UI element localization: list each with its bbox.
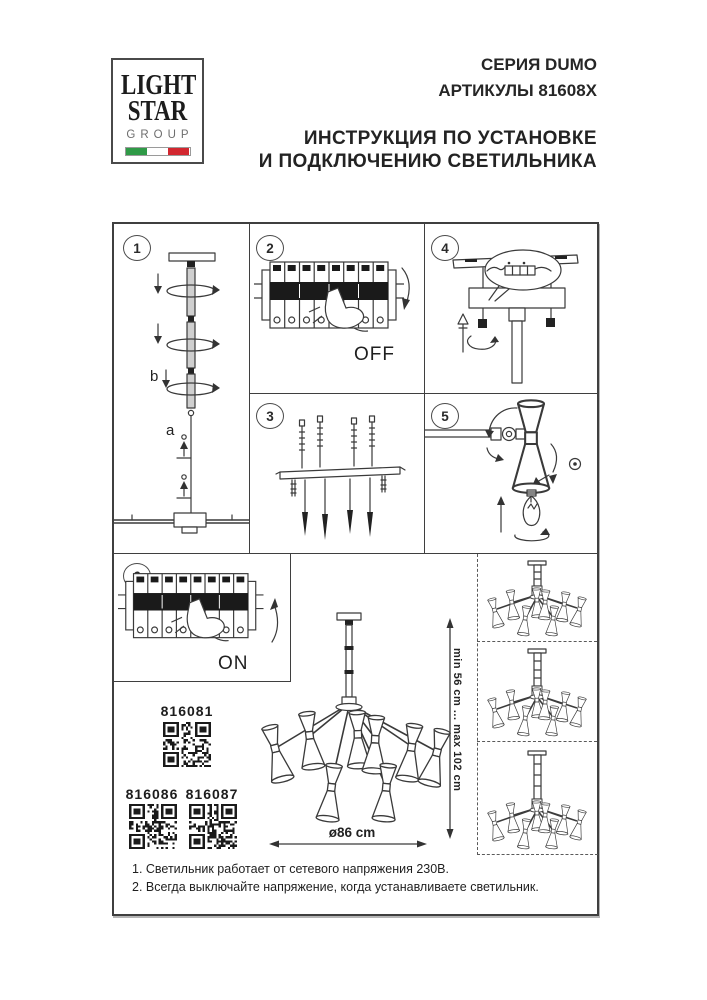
note-1: 1. Светильник работает от сетевого напряжения 230В. (132, 862, 449, 876)
step-4-badge: 4 (431, 235, 459, 261)
flag-red (168, 148, 189, 155)
lightstar-logo (111, 58, 204, 164)
variants-separator (477, 741, 597, 742)
flag-white (147, 148, 168, 155)
qr-code-816086 (129, 804, 177, 849)
height-dimension-label: min 56 cm ... max 102 cm (451, 648, 463, 792)
article-816081: 816081 (160, 703, 214, 719)
step-1-badge: 1 (123, 235, 151, 261)
step-2-breaker-off-diagram (250, 224, 424, 393)
document-header (240, 52, 597, 173)
logo-star: STAR (127, 95, 188, 127)
step-1-rod-diagram (114, 224, 249, 554)
step-2-badge: 2 (256, 235, 284, 261)
instruction-board (112, 222, 599, 916)
logo-group: GROUP (126, 128, 194, 141)
step-5-badge: 5 (431, 403, 459, 429)
variant-long-rod-drawing (480, 748, 594, 851)
title-line-1: ИНСТРУКЦИЯ ПО УСТАНОВКЕ (303, 128, 597, 149)
step-3-bracket-diagram (250, 394, 424, 553)
variants-separator (477, 641, 597, 642)
article-816087: 816087 (185, 786, 239, 802)
flag-green (126, 148, 147, 155)
safety-notes (132, 860, 539, 896)
qr-code-816087 (189, 804, 237, 849)
mark-b: b (150, 368, 159, 385)
diameter-dimension-label: ø86 cm (328, 825, 376, 840)
on-label: ON (218, 653, 249, 674)
title-line-2: И ПОДКЛЮЧЕНИЮ СВЕТИЛЬНИКА (258, 151, 597, 173)
variant-short-rod-drawing (480, 558, 594, 638)
step-3-badge: 3 (256, 403, 284, 429)
italian-flag-icon (125, 147, 191, 156)
mark-a: a (166, 422, 175, 439)
note-2: 2. Всегда выключайте напряжение, когда устанавливаете светильник. (132, 880, 539, 895)
logo-light: LIGHT (121, 70, 197, 101)
off-label: OFF (354, 344, 395, 365)
article-816086: 816086 (125, 786, 179, 802)
page-title (240, 127, 597, 173)
step-4-ceiling-mount-diagram (425, 224, 597, 393)
articles-title: АРТИКУЛЫ 81608X (438, 80, 597, 100)
chandelier-dimension-drawing (254, 586, 470, 862)
series-title: СЕРИЯ DUMO (480, 55, 597, 74)
step-5-shade-diagram (425, 394, 597, 553)
variant-medium-rod-drawing (480, 646, 594, 738)
qr-code-816081 (163, 722, 211, 767)
